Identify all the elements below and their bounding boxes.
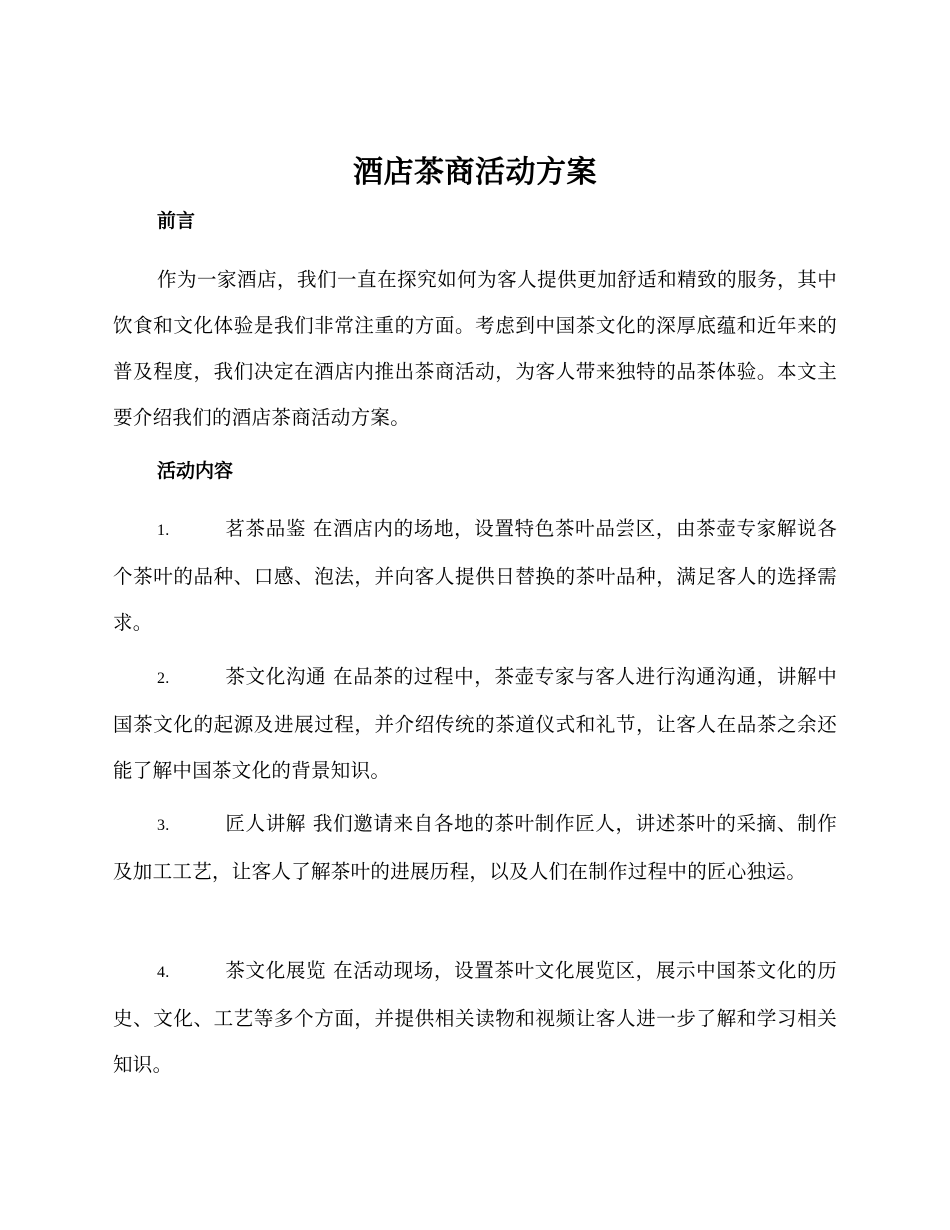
item-number: 4. xyxy=(157,964,170,981)
activity-item-2 xyxy=(113,654,837,794)
section-heading-preface: 前言 xyxy=(157,210,196,232)
item-number: 1. xyxy=(157,522,170,539)
item-text: 茗茶品鉴 在酒店内的场地，设置特色茶叶品尝区，由茶壶专家解说各个茶叶的品种、口感、泡法，并向客人提供日替换的茶叶品种，满足客人的选择需求。 xyxy=(113,517,837,634)
item-text: 匠人讲解 我们邀请来自各地的茶叶制作匠人，讲述茶叶的采摘、制作及加工工艺，让客人了解茶叶的进展历程，以及人们在制作过程中的匠心独运。 xyxy=(113,812,837,883)
item-number: 2. xyxy=(157,670,170,687)
preface-paragraph: 作为一家酒店，我们一直在探究如何为客人提供更加舒适和精致的服务，其中饮食和文化体验是我们非常注重的方面。考虑到中国茶文化的深厚底蕴和近年来的普及程度，我们决定在酒店内推出茶商活动，为客人带来独特的品茶体验。本文主要介绍我们的酒店茶商活动方案。 xyxy=(113,268,837,429)
document-title: 酒店茶商活动方案 xyxy=(353,155,597,190)
item-text: 茶文化展览 在活动现场，设置茶叶文化展览区，展示中国茶文化的历史、文化、工艺等多个方面，并提供相关读物和视频让客人进一步了解和学习相关知识。 xyxy=(113,959,837,1076)
activity-item-4 xyxy=(113,948,837,1088)
activity-item-3 xyxy=(113,801,837,895)
activity-item-1 xyxy=(113,506,837,646)
section-heading-activities: 活动内容 xyxy=(157,460,234,482)
item-number: 3. xyxy=(157,817,170,834)
item-text: 茶文化沟通 在品茶的过程中，茶壶专家与客人进行沟通沟通，讲解中国茶文化的起源及进展过程，并介绍传统的茶道仪式和礼节，让客人在品茶之余还能了解中国茶文化的背景知识。 xyxy=(113,665,837,782)
